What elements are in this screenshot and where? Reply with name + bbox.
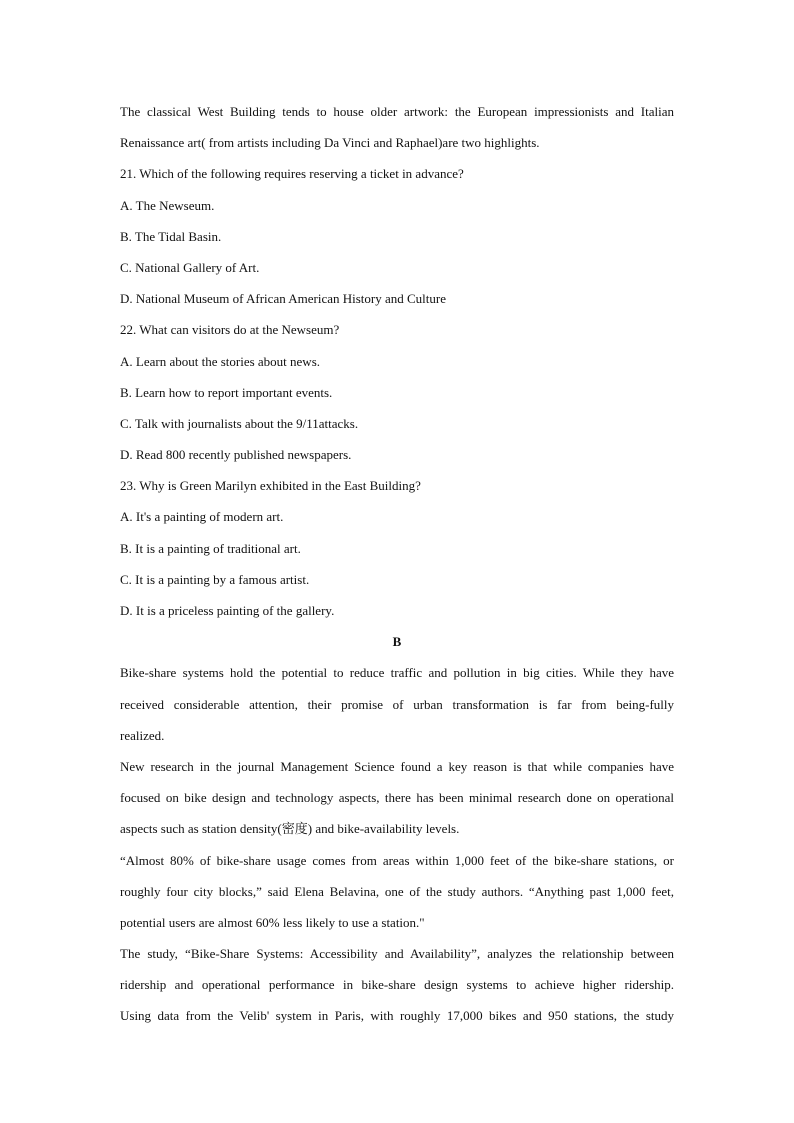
passage-line-2: received considerable attention, their promise of urban transformation is far from being-fully (120, 696, 674, 712)
passage-line-8: roughly four city blocks,” said Elena Belavina, one of the study authors. “Anything past 1,000 feet, (120, 883, 674, 899)
passage-line-1: Bike-share systems hold the potential to reduce traffic and pollution in big cities. While they have (120, 665, 674, 681)
question-21-option-d: D. National Museum of African American History and Culture (120, 291, 447, 307)
passage-line-7: “Almost 80% of bike-share usage comes from areas within 1,000 feet of the bike-share stations, or (120, 852, 674, 868)
question-21-option-a: A. The Newseum. (120, 197, 215, 213)
passage-line-6: aspects such as station density(密度) and bike-availability levels. (120, 821, 460, 837)
passage-line-11: ridership and operational performance in bike-share design systems to achieve higher ridership. (120, 977, 674, 993)
question-23-option-d: D. It is a priceless painting of the gallery. (120, 603, 335, 618)
question-21-stem: 21. Which of the following requires reserving a ticket in advance? (120, 166, 464, 182)
question-22-option-d: D. Read 800 recently published newspapers. (120, 447, 352, 463)
question-21-option-c: C. National Gallery of Art. (120, 259, 260, 275)
question-22-option-b: B. Learn how to report important events. (120, 384, 333, 400)
passage-line-10: The study, “Bike-Share Systems: Accessibility and Availability”, analyzes the relationship between (120, 946, 674, 962)
passage-line-9: potential users are almost 60% less likely to use a station." (120, 914, 425, 930)
question-22-option-a: A. Learn about the stories about news. (120, 353, 321, 369)
question-23-option-a: A. It's a painting of modern art. (120, 509, 284, 525)
document-page (120, 96, 674, 1032)
question-23-stem: 23. Why is Green Marilyn exhibited in the East Building? (120, 478, 421, 494)
passage-line-12: Using data from the Velib' system in Paris, with roughly 17,000 bikes and 950 stations, the study (120, 1008, 674, 1024)
section-heading: B (392, 634, 402, 650)
question-22-option-c: C. Talk with journalists about the 9/11attacks. (120, 415, 359, 431)
question-21-option-b: B. The Tidal Basin. (120, 228, 222, 244)
passage-line-3: realized. (120, 727, 165, 743)
intro-line-1: The classical West Building tends to house older artwork: the European impressionists and Italian (120, 104, 674, 119)
passage-line-4: New research in the journal Management Science found a key reason is that while companies have (120, 758, 674, 774)
question-23-option-b: B. It is a painting of traditional art. (120, 540, 301, 556)
question-23-option-c: C. It is a painting by a famous artist. (120, 571, 310, 587)
intro-line-2: Renaissance art( from artists including Da Vinci and Raphael)are two highlights. (120, 135, 540, 151)
passage-line-5: focused on bike design and technology aspects, there has been minimal research done on operational (120, 790, 674, 806)
question-22-stem: 22. What can visitors do at the Newseum? (120, 322, 340, 338)
